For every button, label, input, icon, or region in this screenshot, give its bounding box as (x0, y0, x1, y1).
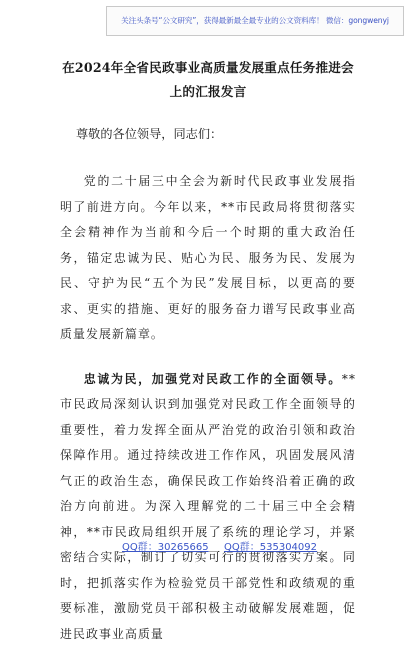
document-body (60, 46, 356, 647)
paragraph-text: 党的二十届三中全会为新时代民政事业发展指明了前进方向。今年以来，**市民政局将贯彻落实全会精神作为当前和今后一个时期的重大政治任务，锚定忠诚为民、贴心为民、服务为民、发展为民、守护为民“五个为民”发展目标，以更高的要求、更实的措施、更好的服务奋力谱写民政事业高质量发展新篇章。 (60, 174, 356, 341)
paragraph-lead-heading: 忠诚为民，加强党对民政工作的全面领导。 (84, 372, 342, 386)
document-title: 在2024年全省民政事业高质量发展重点任务推进会上的汇报发言 (60, 56, 356, 104)
qq-group-link-2[interactable]: QQ群：535304092 (224, 538, 317, 553)
salutation: 尊敬的各位领导，同志们： (76, 123, 356, 145)
paragraph-loyalty (60, 367, 356, 647)
qq-group-link-1[interactable]: QQ群：30265665 (122, 538, 209, 553)
header-banner: 关注头条号“公文研究”，获得最新最全最专业的公文资料库！ 微信：gongwenyj (106, 6, 404, 36)
paragraph-text: **市民政局深刻认识到加强党对民政工作全面领导的重要性，着力发挥全面从严治党的政治引领和政治保障作用。通过持续改进工作作风，巩固发展风清气正的政治生态，确保民政工作始终沿着正确的政治方向前进。为深入理解党的二十届三中全会精神，**市民政局组织开展了系统的理论学习，并紧密结合实际，制订了切实可行的贯彻落实方案。同时，把抓落实作为检验党员干部党性和政绩观的重要标准，激励党员干部积极主动破解发展难题，促进民政事业高质量 (60, 372, 356, 641)
paragraph-intro (60, 169, 356, 348)
